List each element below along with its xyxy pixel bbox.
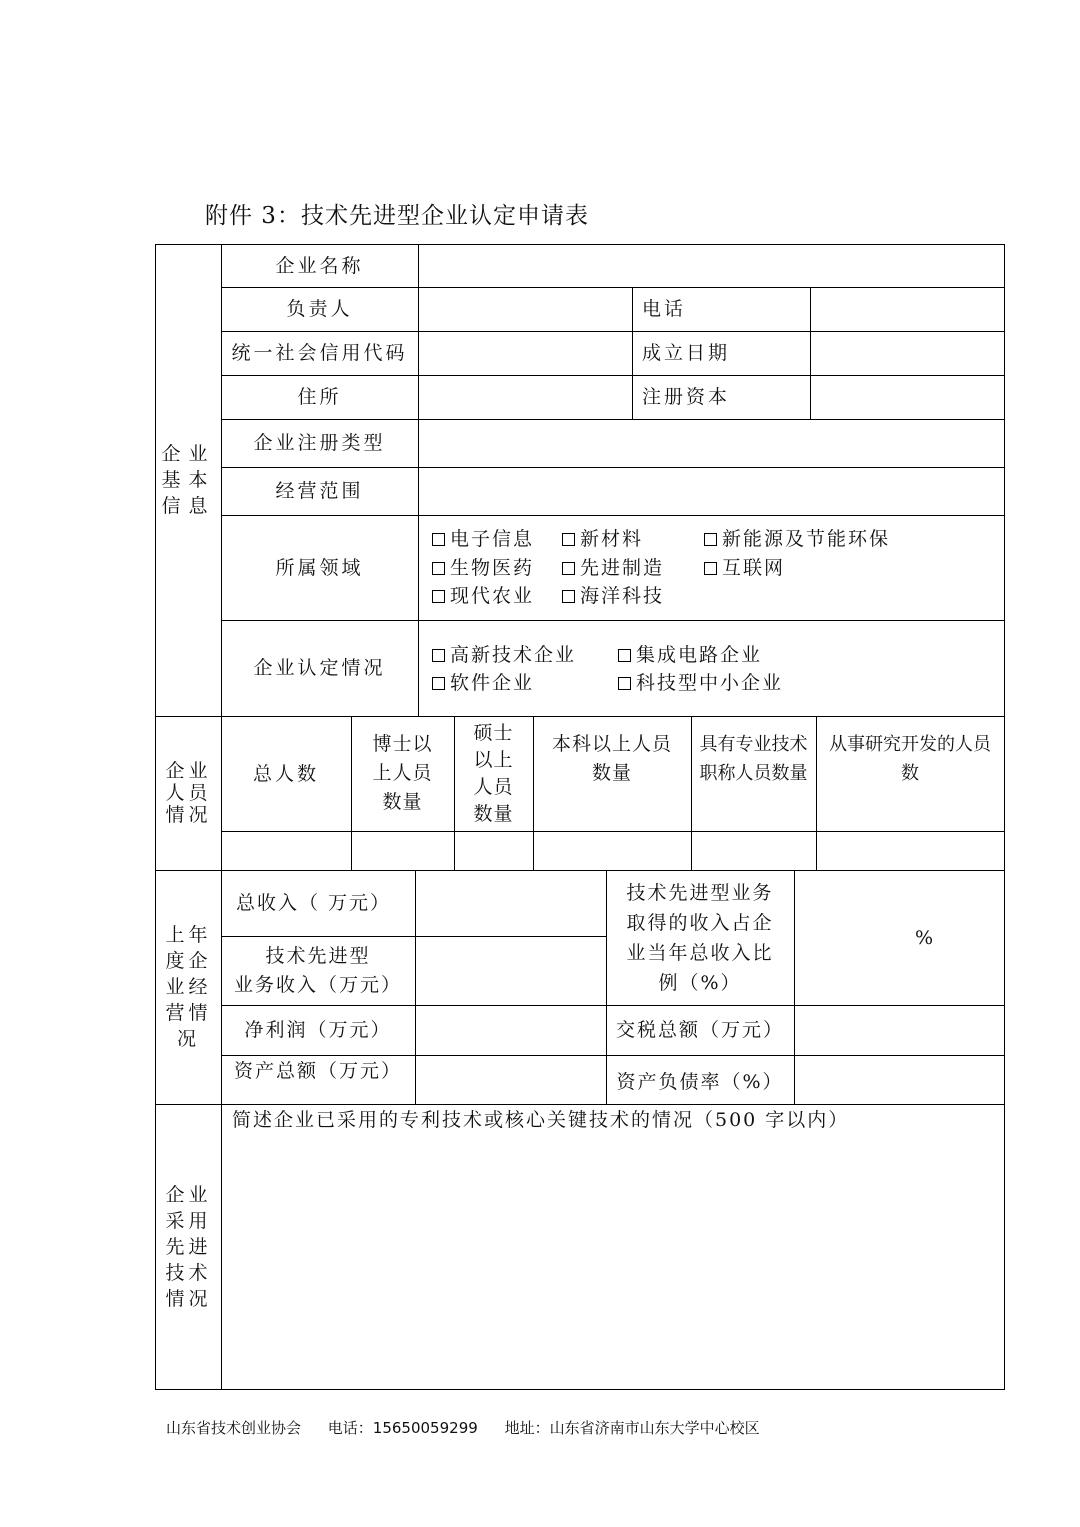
technology-description-prompt: 简述企业已采用的专利技术或核心关键技术的情况（500 字以内） — [232, 1109, 850, 1131]
checkbox-icon — [562, 533, 575, 546]
option-label: 现代农业 — [450, 585, 535, 607]
capital-field[interactable] — [811, 376, 1004, 419]
tech-revenue-label: 技术先进型 业务收入（万元） — [233, 944, 402, 996]
debt-ratio-label: 资产负债率（%） — [616, 1071, 784, 1093]
footer-address: 地址：山东省济南市山东大学中心校区 — [504, 1419, 760, 1437]
total-staff-header: 总人数 — [252, 762, 319, 785]
field-option-biomedicine[interactable] — [432, 554, 534, 583]
total-assets-field[interactable] — [416, 1056, 606, 1104]
registration-type-label: 企业注册类型 — [253, 432, 386, 454]
field-option-new-materials[interactable] — [562, 525, 643, 554]
option-label: 新能源及节能环保 — [722, 528, 891, 550]
bachelor-staff-header: 本科以上人员 数量 — [551, 732, 672, 784]
section-operations-label: 上年 度企 业经 营情 况 — [165, 924, 212, 1050]
total-revenue-label: 总收入（ 万元） — [236, 892, 392, 914]
footer-organization: 山东省技术创业协会 — [166, 1419, 302, 1437]
section-staff-label: 企业 人员 情况 — [165, 760, 212, 826]
tech-revenue-field[interactable] — [416, 937, 606, 1005]
tech-revenue-ratio-label: 技术先进型业务 取得的收入占企 业当年总收入比 例（%） — [626, 881, 774, 994]
founded-date-field[interactable] — [811, 332, 1004, 375]
checkbox-icon — [704, 533, 717, 546]
option-label: 高新技术企业 — [450, 644, 577, 666]
option-label: 海洋科技 — [580, 585, 665, 607]
option-label: 科技型中小企业 — [636, 672, 784, 694]
footer-phone: 电话：15650059299 — [327, 1419, 478, 1437]
section-basic-info-label: 企业 基本 信息 — [161, 443, 216, 517]
checkbox-icon — [618, 649, 631, 662]
capital-label: 注册资本 — [642, 386, 731, 408]
credit-code-label: 统一社会信用代码 — [231, 342, 408, 364]
bachelor-staff-field[interactable] — [534, 832, 691, 870]
field-option-marine-tech[interactable] — [562, 582, 664, 611]
leader-field[interactable] — [419, 288, 632, 331]
net-profit-label: 净利润（万元） — [244, 1019, 392, 1041]
titled-staff-field[interactable] — [692, 832, 816, 870]
field-option-new-energy[interactable] — [704, 525, 890, 554]
section-technology-label: 企业 采用 先进 技术 情况 — [165, 1183, 212, 1310]
phone-label: 电话 — [642, 298, 687, 320]
option-label: 软件企业 — [450, 672, 535, 694]
cert-option-software[interactable] — [432, 669, 534, 698]
checkbox-icon — [432, 677, 445, 690]
company-name-field[interactable] — [419, 245, 1004, 287]
leader-label: 负责人 — [286, 298, 353, 320]
master-staff-header: 硕士 以上 人员 数量 — [473, 721, 514, 825]
checkbox-icon — [432, 590, 445, 603]
master-staff-field[interactable] — [455, 832, 533, 870]
credit-code-field[interactable] — [419, 332, 632, 375]
checkbox-icon — [704, 562, 717, 575]
titled-staff-header: 具有专业技术 职称人员数量 — [699, 733, 808, 784]
phd-staff-header: 博士以 上人员 数量 — [372, 733, 433, 813]
checkbox-icon — [432, 533, 445, 546]
debt-ratio-field[interactable] — [795, 1056, 1004, 1104]
page-title: 附件 3：技术先进型企业认定申请表 — [205, 203, 589, 229]
business-scope-field[interactable] — [419, 468, 1004, 515]
option-label: 集成电路企业 — [636, 644, 763, 666]
cert-option-high-tech[interactable] — [432, 641, 576, 670]
tax-total-field[interactable] — [795, 1006, 1004, 1055]
certification-options — [432, 641, 1002, 701]
checkbox-icon — [432, 649, 445, 662]
technology-description-field[interactable] — [222, 1140, 1004, 1389]
total-assets-label: 资产总额（万元） — [233, 1060, 402, 1082]
field-options — [432, 525, 1002, 615]
total-revenue-field[interactable] — [416, 871, 606, 936]
cert-option-sme[interactable] — [618, 669, 783, 698]
option-label: 互联网 — [722, 557, 786, 579]
address-field[interactable] — [419, 376, 632, 419]
option-label: 生物医药 — [450, 557, 535, 579]
cert-option-ic[interactable] — [618, 641, 762, 670]
company-name-label: 企业名称 — [275, 254, 364, 277]
tax-total-label: 交税总额（万元） — [615, 1019, 784, 1041]
certification-label: 企业认定情况 — [253, 657, 386, 679]
option-label: 先进制造 — [580, 557, 665, 579]
checkbox-icon — [432, 562, 445, 575]
address-label: 住所 — [297, 386, 342, 408]
field-label: 所属领域 — [275, 556, 364, 579]
registration-type-field[interactable] — [419, 420, 1004, 467]
net-profit-field[interactable] — [416, 1006, 606, 1055]
tech-revenue-ratio-field[interactable]: % — [914, 927, 937, 949]
field-option-electronics[interactable] — [432, 525, 534, 554]
business-scope-label: 经营范围 — [275, 480, 364, 502]
phd-staff-field[interactable] — [352, 832, 454, 870]
rd-staff-header: 从事研究开发的人员 数 — [829, 733, 991, 784]
checkbox-icon — [562, 562, 575, 575]
total-staff-field[interactable] — [222, 832, 351, 870]
phone-field[interactable] — [811, 288, 1004, 331]
rd-staff-field[interactable] — [817, 832, 1004, 870]
checkbox-icon — [562, 590, 575, 603]
field-option-advanced-manufacturing[interactable] — [562, 554, 664, 583]
field-option-modern-agriculture[interactable] — [432, 582, 534, 611]
footer — [166, 1417, 782, 1438]
checkbox-icon — [618, 677, 631, 690]
option-label: 新材料 — [580, 528, 644, 550]
option-label: 电子信息 — [450, 528, 535, 550]
field-option-internet[interactable] — [704, 554, 785, 583]
founded-date-label: 成立日期 — [642, 342, 731, 364]
